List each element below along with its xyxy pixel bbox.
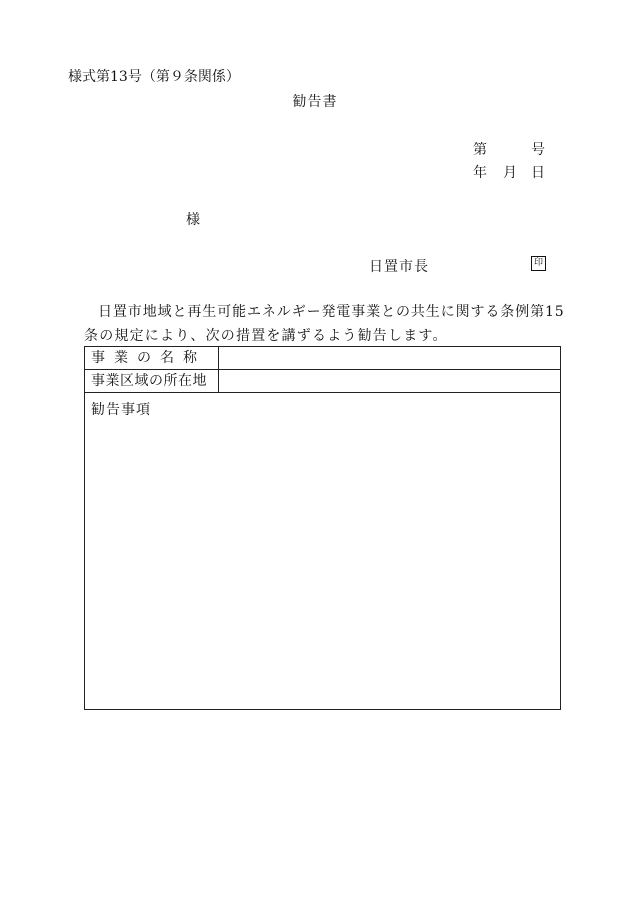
table-row-project-location (85, 370, 560, 393)
document-number-suffix: 号 (531, 142, 545, 158)
date-month-label: 月 (503, 165, 517, 181)
body-text-line-1: 日置市地域と再生可能エネルギー発電事業との共生に関する条例第15 (98, 304, 565, 320)
body-text (84, 300, 564, 348)
document-number-prefix: 第 (473, 142, 487, 158)
seal-mark: 印 (531, 256, 546, 271)
table-row-project-name (85, 347, 560, 370)
project-name-label: 事業の名称 (85, 347, 219, 369)
date-day-label: 日 (531, 165, 545, 181)
project-name-value[interactable] (219, 347, 560, 369)
addressee-honorific: 様 (186, 212, 200, 228)
form-number: 様式第13号（第９条関係） (68, 69, 240, 85)
recommendation-form-table (84, 346, 561, 710)
project-location-label: 事業区域の所在地 (85, 370, 219, 392)
date-year-label: 年 (473, 165, 487, 181)
recommendation-items-label: 勧告事項 (91, 402, 151, 418)
issuer-title: 日置市長 (369, 259, 429, 275)
document-title: 勧告書 (292, 94, 338, 110)
body-text-line-2: 条の規定により、次の措置を講ずるよう勧告します。 (84, 328, 448, 344)
project-location-value[interactable] (219, 370, 560, 392)
